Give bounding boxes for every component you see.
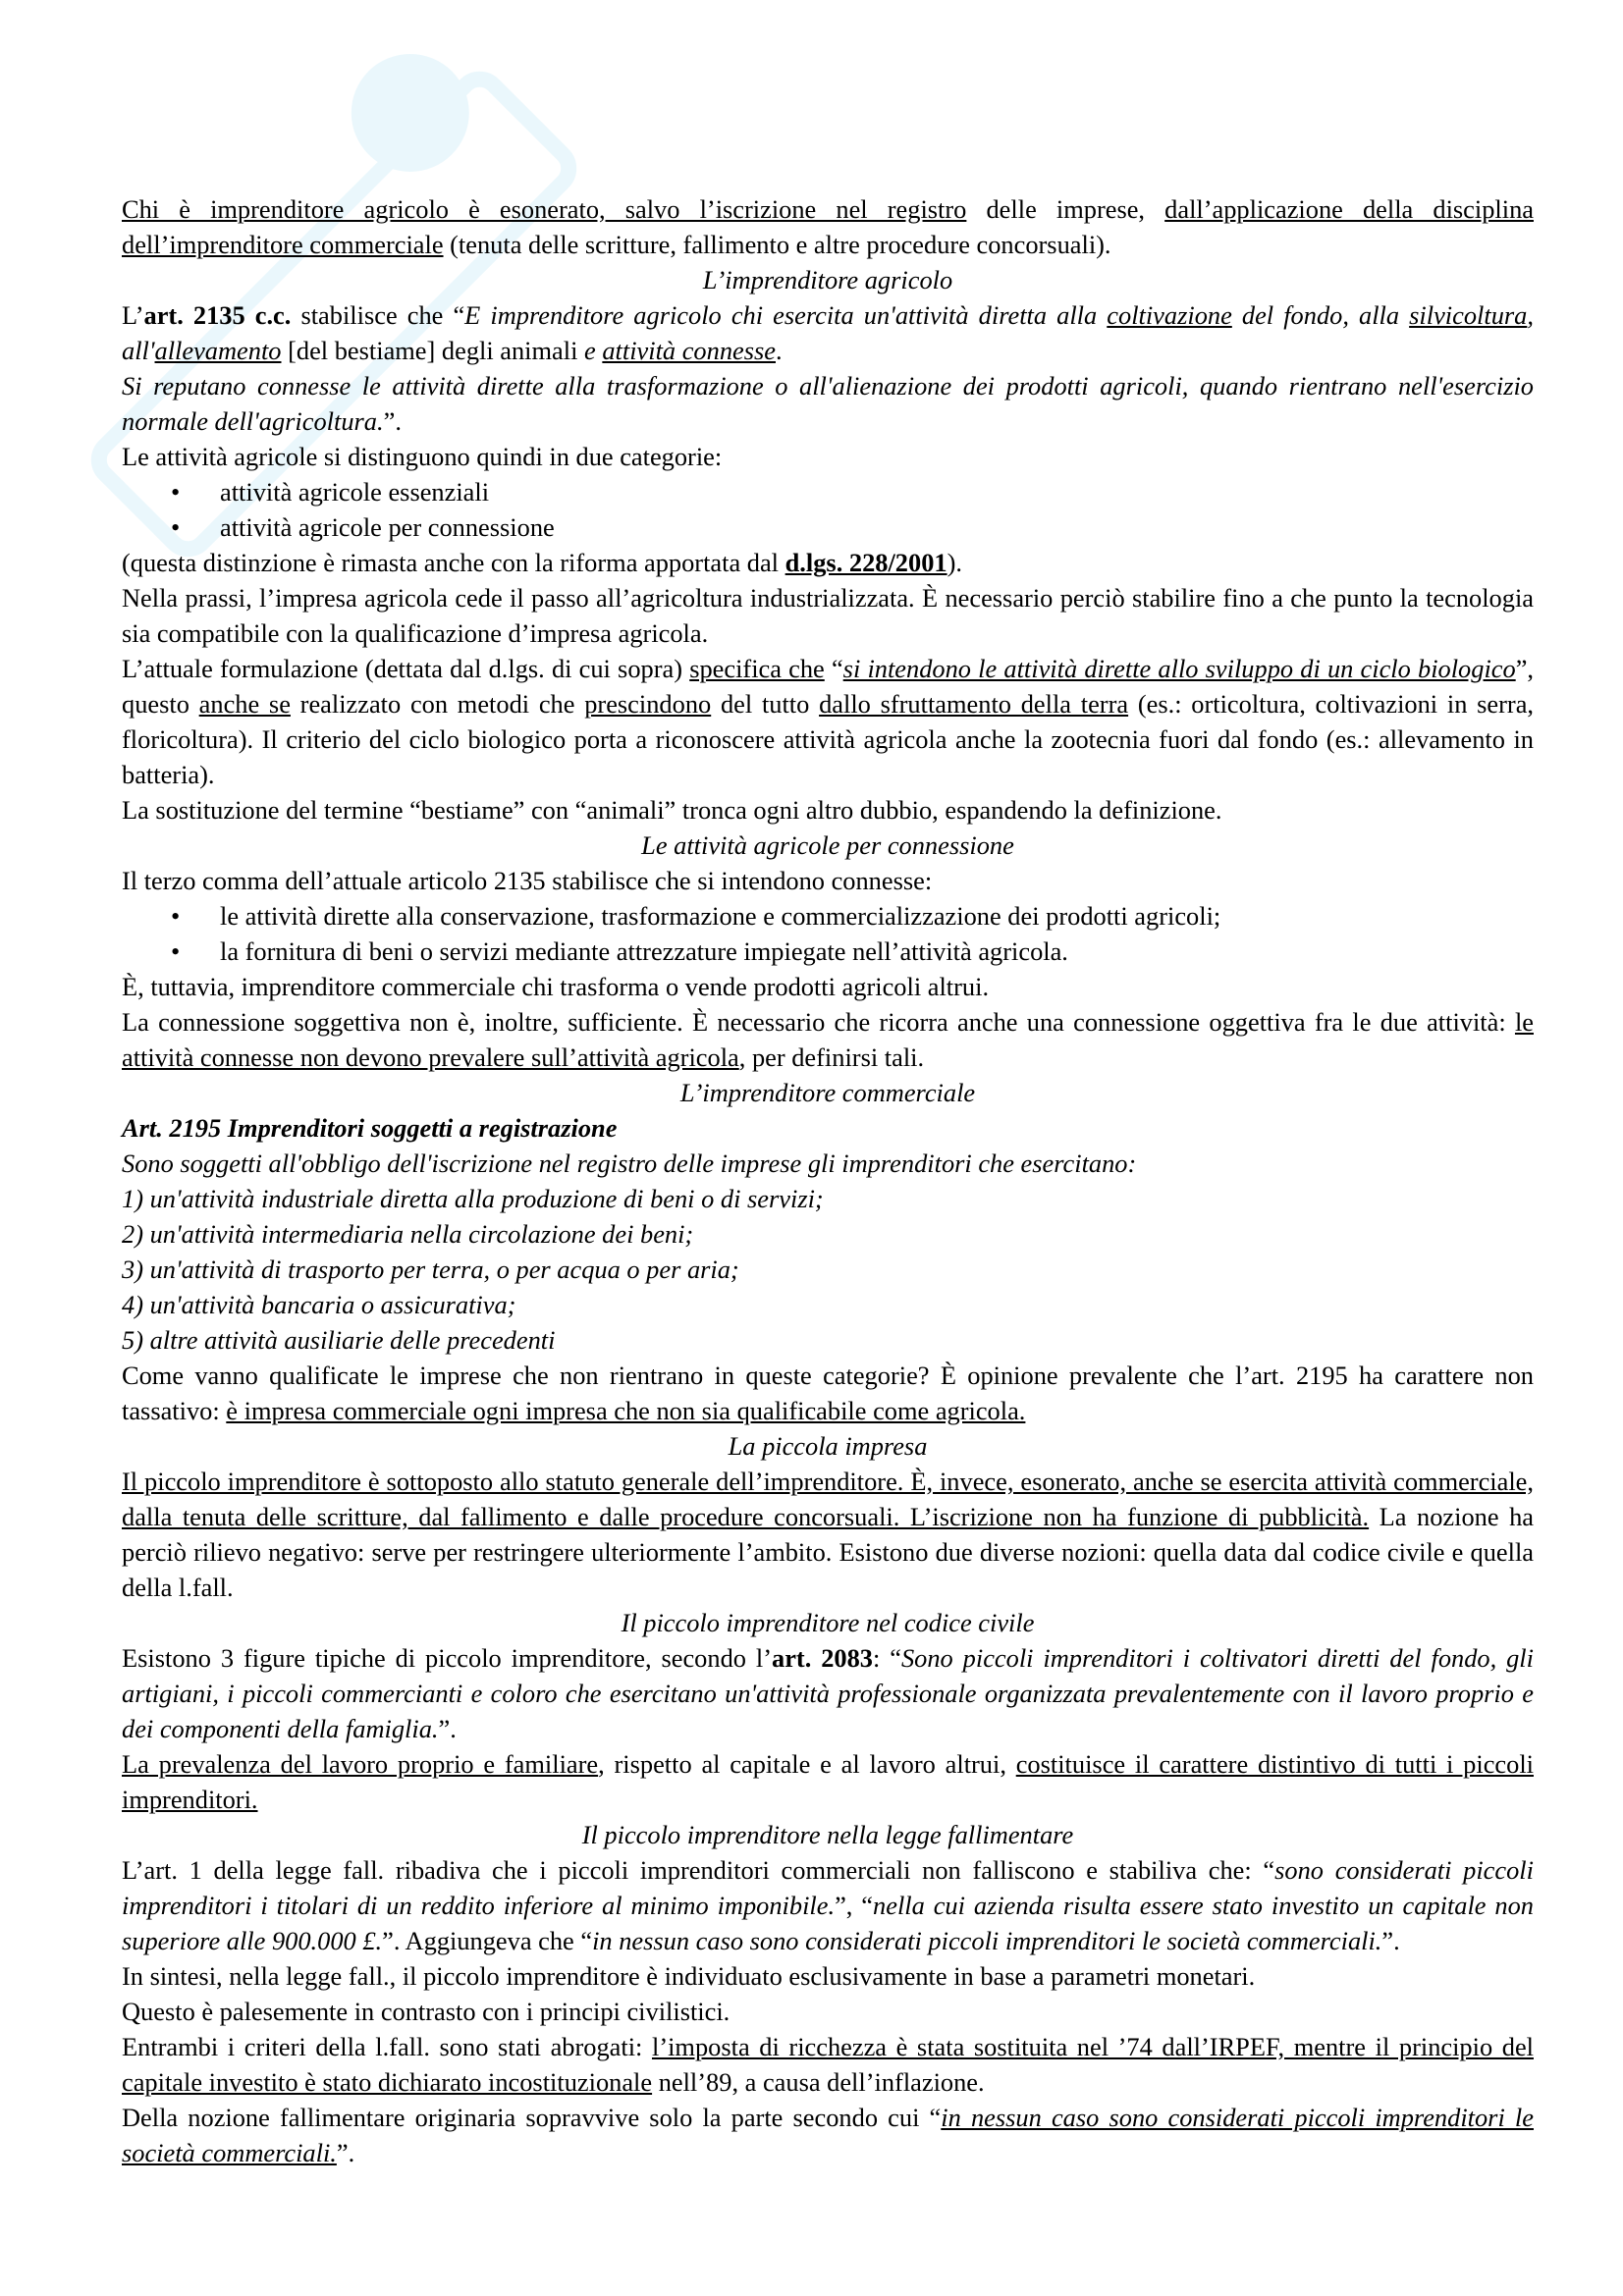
paragraph-contrasto: Questo è palesemente in contrasto con i principi civilistici. (122, 1997, 730, 2026)
list-item: • la fornitura di beni o servizi mediante attrezzature impiegate nell’attività agricola. (220, 934, 1534, 969)
heading-attivita-connessione: Le attività agricole per connessione (641, 830, 1014, 860)
paragraph-prassi: Nella prassi, l’impresa agricola cede il passo all’agricoltura industrializzata. È necessario perciò stabilire fino a che punto la tecnologia sia compatibile con la qualificazione d’impresa agricola. (122, 583, 1534, 648)
list-item: • le attività dirette alla conservazione, trasformazione e commercializzazione dei prodotti agricoli; (220, 898, 1534, 934)
list-item: • attività agricole essenziali (220, 474, 1534, 509)
paragraph-sopravvive: Della nozione fallimentare originaria sopravvive solo la parte secondo cui “in nessun caso sono considerati piccoli imprenditori le società commerciali.”. (122, 2103, 1534, 2167)
heading-piccola-impresa: La piccola impresa (728, 1431, 928, 1461)
art-2195-item: 1) un'attività industriale diretta alla produzione di beni o di servizi; (122, 1184, 824, 1213)
paragraph-qualificate: Come vanno qualificate le imprese che non rientrano in queste categorie? È opinione prevalente che l’art. 2195 ha carattere non tassativo: è impresa commerciale ogni impresa che non sia qualificabile come agricola. (122, 1361, 1534, 1425)
art-2195-item: 2) un'attività intermediaria nella circolazione dei beni; (122, 1219, 694, 1249)
paragraph-art-2083: Esistono 3 figure tipiche di piccolo imprenditore, secondo l’art. 2083: “Sono piccoli imprenditori i coltivatori diretti del fondo, gli artigiani, i piccoli commercianti e coloro che esercitano un'attività professionale organizzata prevalentemente con il lavoro proprio e dei componenti della famiglia.”. (122, 1643, 1534, 1743)
paragraph-terzo-comma: Il terzo comma dell’attuale articolo 2135 stabilisce che si intendono connesse: (122, 866, 933, 895)
art-2195-item: 3) un'attività di trasporto per terra, o per acqua o per aria; (122, 1255, 739, 1284)
paragraph-intro: Chi è imprenditore agricolo è esonerato, salvo l’iscrizione nel registro delle imprese, dall’applicazione della disciplina dell’imprenditore commerciale (tenuta delle scritture, fallimento e altre procedure concorsuali). (122, 194, 1534, 259)
heading-art-2195: Art. 2195 Imprenditori soggetti a registrazione (122, 1113, 618, 1143)
art-2195-item: 5) altre attività ausiliarie delle precedenti (122, 1325, 556, 1355)
paragraph-prevalenza: La prevalenza del lavoro proprio e familiare, rispetto al capitale e al lavoro altrui, costituisce il carattere distintivo di tutti i piccoli imprenditori. (122, 1749, 1534, 1814)
document-body (122, 191, 1534, 2170)
heading-codice-civile: Il piccolo imprenditore nel codice civile (621, 1608, 1035, 1637)
paragraph-abrogati: Entrambi i criteri della l.fall. sono stati abrogati: l’imposta di ricchezza è stata sostituita nel ’74 dall’IRPEF, mentre il principio del capitale investito è stato dichiarato incostituzionale nell’89, a causa dell’inflazione. (122, 2032, 1534, 2097)
paragraph-sintesi: In sintesi, nella legge fall., il piccolo imprenditore è individuato esclusivamente in base a parametri monetari. (122, 1961, 1256, 1991)
paragraph-art-2135-connesse: Si reputano connesse le attività dirette alla trasformazione o all'alienazione dei prodotti agricoli, quando rientrano nell'esercizio normale dell'agricoltura.”. (122, 371, 1534, 436)
list-connesse (122, 898, 1534, 969)
heading-legge-fallimentare: Il piccolo imprenditore nella legge fallimentare (581, 1820, 1074, 1849)
paragraph-tuttavia: È, tuttavia, imprenditore commerciale chi trasforma o vende prodotti agricoli altrui. (122, 972, 990, 1001)
heading-imprenditore-commerciale: L’imprenditore commerciale (679, 1078, 976, 1107)
list-item: • attività agricole per connessione (220, 509, 1534, 545)
paragraph-riforma: (questa distinzione è rimasta anche con la riforma apportata dal d.lgs. 228/2001). (122, 548, 962, 577)
paragraph-formulazione: L’attuale formulazione (dettata dal d.lgs. di cui sopra) specifica che “si intendono le attività dirette allo sviluppo di un ciclo biologico”, questo anche se realizzato con metodi che prescindono del tutto dallo sfruttamento della terra (es.: orticoltura, coltivazioni in serra, floricoltura). Il criterio del ciclo biologico porta a riconoscere attività agricola anche la zootecnia fuori dal fondo (es.: allevamento in batteria). (122, 654, 1535, 789)
paragraph-art-2195-intro: Sono soggetti all'obbligo dell'iscrizione nel registro delle imprese gli imprenditori che esercitano: (122, 1148, 1137, 1178)
art-2195-item: 4) un'attività bancaria o assicurativa; (122, 1290, 516, 1319)
paragraph-art-2135: L’art. 2135 c.c. stabilisce che “E imprenditore agricolo chi esercita un'attività diretta alla coltivazione del fondo, alla silvicoltura, all'allevamento [del bestiame] degli animali e attività connesse. (122, 300, 1534, 365)
paragraph-categorie: Le attività agricole si distinguono quindi in due categorie: (122, 442, 723, 471)
paragraph-sostituzione: La sostituzione del termine “bestiame” con “animali” tronca ogni altro dubbio, espandendo la definizione. (122, 795, 1222, 825)
paragraph-piccolo-imprenditore: Il piccolo imprenditore è sottoposto allo statuto generale dell’imprenditore. È, invece, esonerato, anche se esercita attività commerciale, dalla tenuta delle scritture, dal fallimento e dalle procedure concorsuali. L’iscrizione non ha funzione di pubblicità. La nozione ha perciò rilievo negativo: serve per restringere ulteriormente l’ambito. Esistono due diverse nozioni: quella data dal codice civile e quella della l.fall. (122, 1467, 1534, 1602)
paragraph-art-1: L’art. 1 della legge fall. ribadiva che i piccoli imprenditori commerciali non falliscono e stabiliva che: “sono considerati piccoli imprenditori i titolari di un reddito inferiore al minimo imponibile.”, “nella cui azienda risulta essere stato investito un capitale non superiore alle 900.000 £.”. Aggiungeva che “in nessun caso sono considerati piccoli imprenditori le società commerciali.”. (122, 1855, 1535, 1955)
list-categorie (122, 474, 1534, 545)
paragraph-soggettiva: La connessione soggettiva non è, inoltre, sufficiente. È necessario che ricorra anche una connessione oggettiva fra le due attività: le attività connesse non devono prevalere sull’attività agricola, per definirsi tali. (122, 1007, 1534, 1072)
heading-imprenditore-agricolo: L’imprenditore agricolo (702, 265, 953, 294)
